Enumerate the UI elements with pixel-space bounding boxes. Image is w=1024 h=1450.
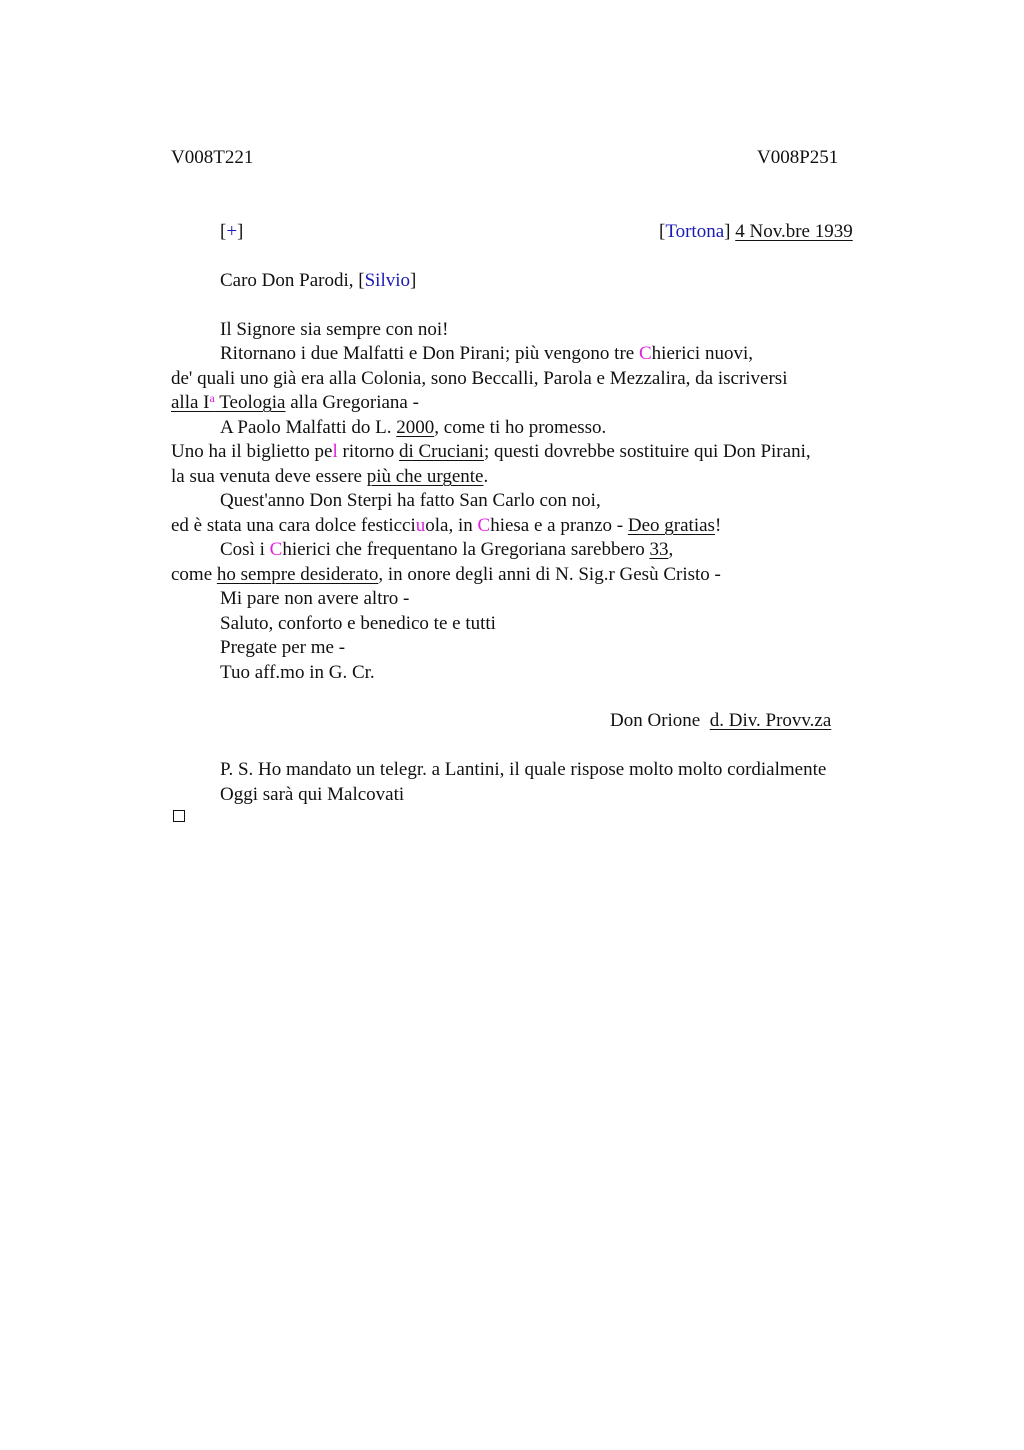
place-date: [Tortona] 4 Nov.bre 1939 — [659, 221, 853, 242]
body-line-4 — [171, 391, 419, 415]
text-span: hierici che frequentano la Gregoriana sarebbero — [282, 539, 650, 560]
text-span: A Paolo Malfatti do L. — [220, 417, 397, 438]
text-span: ! — [714, 515, 722, 536]
emendation: C — [477, 515, 491, 536]
text-span: hiesa e a pranzo - — [490, 515, 628, 536]
text-span: la sua venuta deve essere — [171, 466, 367, 487]
recipient-first-name: Silvio — [364, 270, 410, 291]
underlined-phrase: più che urgente — [366, 466, 484, 487]
text-span: alla I — [171, 392, 210, 413]
postscript-line-1: P. S. Ho mandato un telegr. a Lantini, il quale rispose molto molto cordialmente — [220, 759, 827, 780]
salutation: Caro Don Parodi, [Silvio] — [220, 270, 417, 291]
postscript-line-2: Oggi sarà qui Malcovati — [220, 784, 405, 805]
emendation: u — [415, 515, 426, 536]
body-line-6 — [171, 440, 811, 464]
text-span: ola, in — [425, 515, 478, 536]
text-span: alla Gregoriana - — [285, 392, 419, 413]
body-line-9 — [171, 514, 721, 538]
text-span: . — [483, 466, 489, 487]
text-span: Così i — [220, 539, 270, 560]
body-line-5 — [220, 416, 606, 440]
underlined-phrase: ho sempre desiderato — [216, 564, 379, 585]
text-span: ritorno — [337, 441, 399, 462]
text-span: ; questi dovrebbe sostituire qui Don Pirani, — [483, 441, 811, 462]
emendation: a — [209, 391, 215, 405]
amount: 2000 — [396, 417, 435, 438]
text-span: come — [171, 564, 217, 585]
document-code-right: V008P251 — [757, 147, 839, 168]
body-line-12: Mi pare non avere altro - — [220, 588, 410, 609]
closing-line: Tuo aff.mo in G. Cr. — [220, 662, 375, 683]
text-span: Uno ha il biglietto pe — [171, 441, 333, 462]
signature-title: d. Div. Provv.za — [709, 710, 832, 731]
text-span: Ritornano i due Malfatti e Don Pirani; più vengono tre — [220, 343, 639, 364]
body-line-1: Il Signore sia sempre con noi! — [220, 319, 449, 340]
place-name: Tortona — [665, 221, 725, 242]
text-span: , — [668, 539, 674, 560]
underlined-phrase — [171, 392, 285, 413]
underlined-phrase: Deo gratias — [627, 515, 715, 536]
letter-date: 4 Nov.bre 1939 — [735, 221, 853, 242]
body-line-8: Quest'anno Don Sterpi ha fatto San Carlo con noi, — [220, 490, 601, 511]
emendation: l — [332, 441, 338, 462]
cross-symbol: + — [226, 221, 238, 242]
emendation: C — [638, 343, 652, 364]
signature-name: Don Orione — [610, 710, 701, 731]
text-span: , come ti ho promesso. — [434, 417, 607, 438]
body-line-13: Saluto, conforto e benedico te e tutti — [220, 613, 496, 634]
document-code-left: V008T221 — [171, 147, 254, 168]
body-line-10 — [220, 538, 673, 562]
body-line-2 — [220, 342, 753, 366]
underlined-phrase: di Cruciani — [398, 441, 484, 462]
signature — [610, 709, 831, 733]
salutation-text: Caro Don Parodi, — [220, 270, 359, 291]
cross-mark: [+] — [220, 221, 244, 242]
emendation: C — [269, 539, 283, 560]
number: 33 — [649, 539, 669, 560]
text-span: , in onore degli anni di N. Sig.r Gesù Cristo - — [378, 564, 721, 585]
text-span: ed è stata una cara dolce festicci — [171, 515, 416, 536]
text-span: hierici nuovi, — [651, 343, 753, 364]
end-marker-box — [173, 810, 185, 822]
body-line-14: Pregate per me - — [220, 637, 346, 658]
body-line-7 — [171, 465, 488, 489]
body-line-11 — [171, 563, 721, 587]
text-span: Teologia — [214, 392, 286, 413]
body-line-3: de' quali uno già era alla Colonia, sono Beccalli, Parola e Mezzalira, da iscriversi — [171, 368, 788, 389]
